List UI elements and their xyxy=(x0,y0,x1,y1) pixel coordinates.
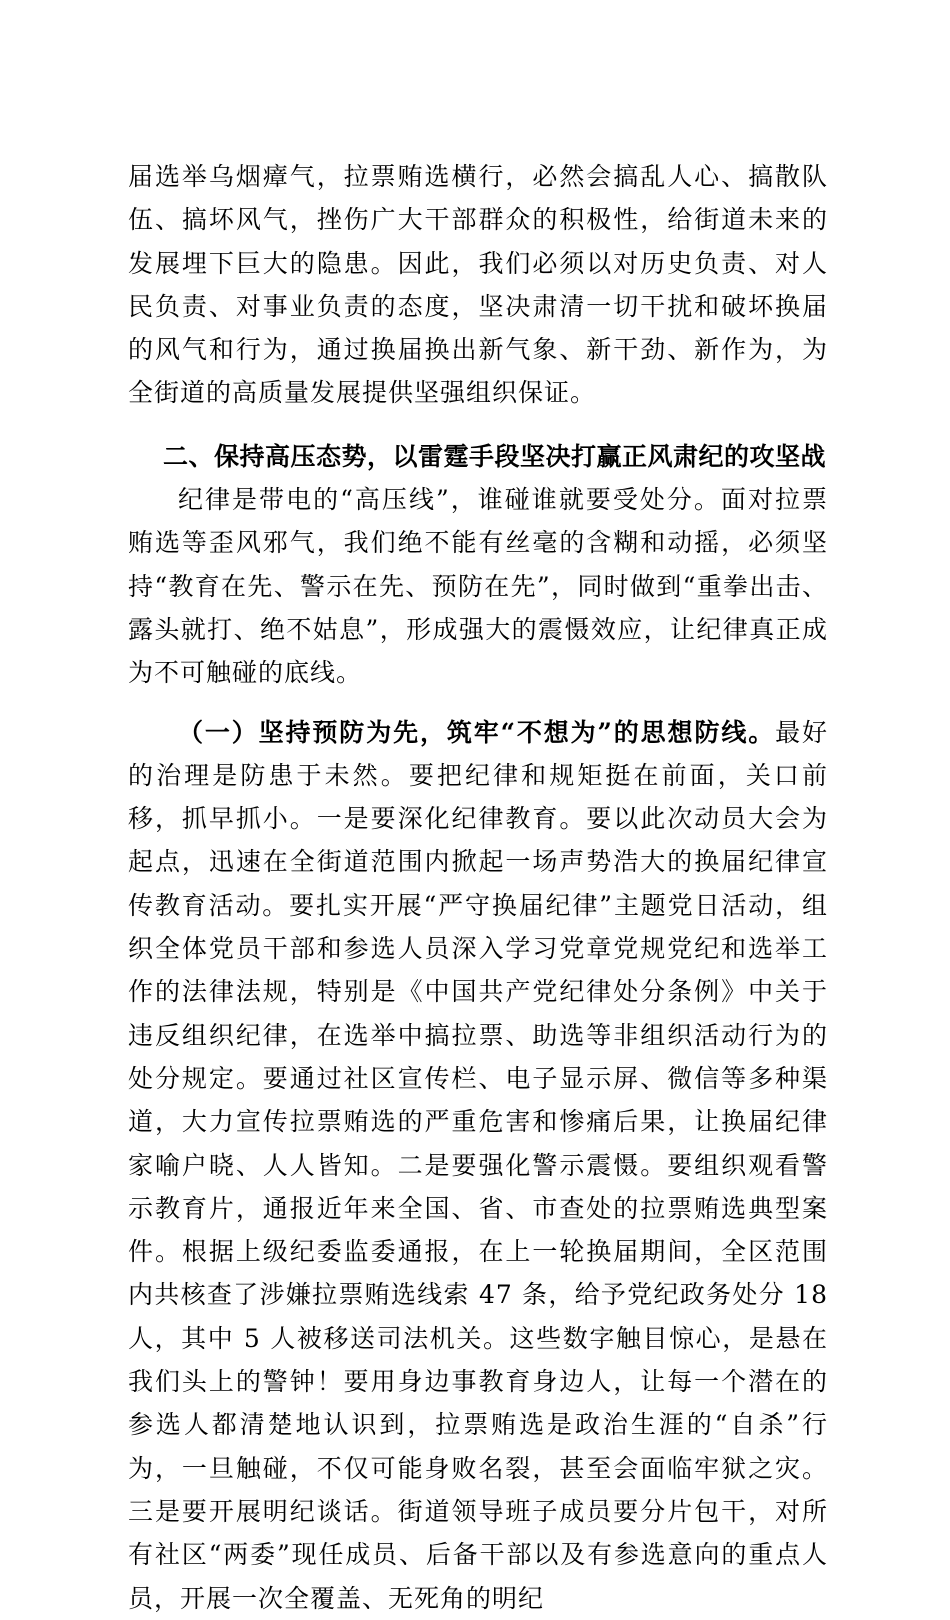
paragraph-discipline: 纪律是带电的“高压线”，谁碰谁就要受处分。面对拉票贿选等歪风邪气，我们绝不能有丝毫的含糊和动摇，必须坚持“教育在先、警示在先、预防在先”，同时做到“重拳出击、露头就打、绝不姑息”，形成强大的震慑效应，让纪律真正成为不可触碰的底线。 xyxy=(128,485,828,688)
paragraph-prevention xyxy=(128,711,828,1620)
subsection-body-1: 最好的治理是防患于未然。要把纪律和规矩挺在前面，关口前移，抓早抓小。一是要深化纪律教育。要以此次动员大会为起点，迅速在全街道范围内掀起一场声势浩大的换届纪律宣传教育活动。要扎实开展“严守换届纪律”主题党日活动，组织全体党员干部和参选人员深入学习党章党规党纪和选举工作的法律法规，特别是《中国共产党纪律处分条例》中关于违反组织纪律，在选举中搞拉票、助选等非组织活动行为的处分规定。要通过社区宣传栏、电子显示屏、微信等多种渠道，大力宣传拉票贿选的严重危害和惨痛后果，让换届纪律家喻户晓、人人皆知。二是要强化警示震慑。要组织观看警示教育片，通报近年来全国、省、市查处的拉票贿选典型案件。根据上级纪委监委通报，在上一轮换届期间，全区范围内共核查了涉嫌拉票贿选线索 47 条，给予党纪政务处分 18 人，其中 5 人被移送司法机关。这些数字触目惊心，是悬在我们头上的警钟！要用身边事教育身边人，让每一个潜在的参选人都清楚地认识到，拉票贿选是政治生涯的“自杀”行为，一旦触碰，不仅可能身败名裂，甚至会面临牢狱之灾。三是要开展明纪谈话。街道领导班子成员要分片包干，对所有社区“两委”现任成员、后备干部以及有参选意向的重点人员，开展一次全覆盖、无死角的明纪 xyxy=(128,717,828,1613)
section-heading-2: 二、保持高压态势，以雷霆手段坚决打赢正风肃纪的攻坚战 xyxy=(163,441,827,471)
document-body xyxy=(128,155,828,1620)
paragraph-intro-continued: 届选举乌烟瘴气，拉票贿选横行，必然会搞乱人心、搞散队伍、搞坏风气，挫伤广大干部群众的积极性，给街道未来的发展埋下巨大的隐患。因此，我们必须以对历史负责、对人民负责、对事业负责的态度，坚决肃清一切干扰和破坏换届的风气和行为，通过换届换出新气象、新干劲、新作为，为全街道的高质量发展提供坚强组织保证。 xyxy=(128,162,828,408)
subsection-heading-1: （一）坚持预防为先，筑牢“不想为”的思想防线。 xyxy=(178,717,776,747)
